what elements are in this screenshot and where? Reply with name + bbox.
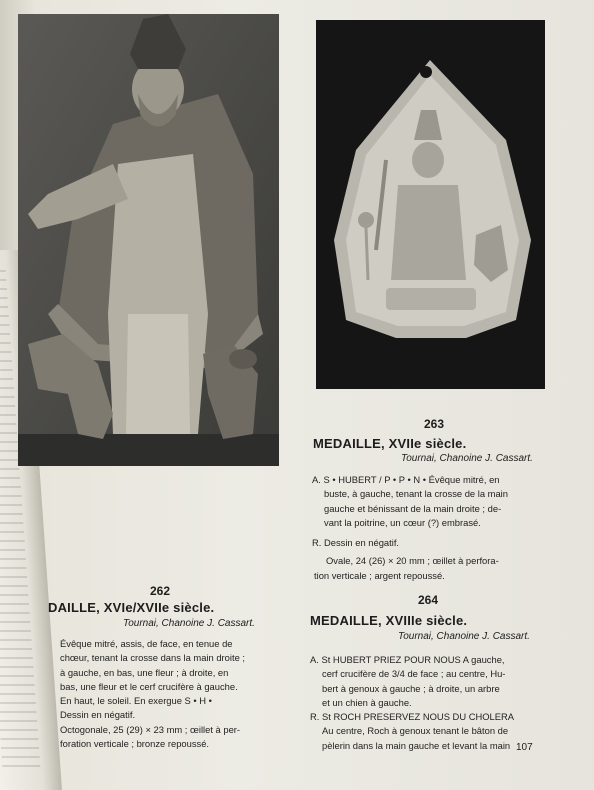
item-263-location: Tournai, Chanoine J. Cassart. (401, 453, 533, 464)
item-262-line: bas, une fleur et le cerf crucifère à gauche. (60, 680, 238, 692)
item-262-title: DAILLE, XVIe/XVIIe siècle. (48, 600, 215, 615)
item-263-description (312, 473, 547, 583)
item-263-line: vant la poitrine, un cœur (?) embrasé. (324, 516, 481, 528)
item-264-line: cerf crucifère de 3/4 de face ; au centre, Hu- (322, 668, 506, 680)
item-262-line: chœur, tenant la crosse dans la main droite ; (60, 652, 245, 664)
item-263-title: MEDAILLE, XVIIe siècle. (313, 436, 467, 451)
item-263-line: R. Dessin en négatif. (312, 537, 400, 549)
item-262-line: foration verticale ; bronze repoussé. (60, 738, 210, 750)
item-263-line: buste, à gauche, tenant la crosse de la main (324, 488, 508, 500)
item-263-line: Ovale, 24 (26) × 20 mm ; œillet à perfora- (326, 555, 499, 567)
item-264-line: pèlerin dans la main gauche et levant la main (322, 739, 511, 751)
item-263-line: A. S • HUBERT / P • P • N • Évêque mitré, en (312, 474, 500, 485)
item-264-title: MEDAILLE, XVIIIe siècle. (310, 613, 468, 628)
medal-photo (316, 20, 545, 389)
item-262-location: Tournai, Chanoine J. Cassart. (123, 618, 255, 629)
item-262-line: En haut, le soleil. En exergue S • H • (60, 695, 212, 707)
item-264-line: bert à genoux à gauche ; à droite, un arbre (322, 682, 500, 694)
item-264-line: R. St ROCH PRESERVEZ NOUS DU CHOLERA (310, 711, 515, 723)
item-262-line: Octogonale, 25 (29) × 23 mm ; œillet à per- (60, 723, 241, 735)
item-263-number: 263 (423, 417, 445, 431)
item-262-line: à gauche, en bas, une fleur ; à droite, en (60, 666, 229, 678)
item-264-line: A. St HUBERT PRIEZ POUR NOUS A gauche, (310, 654, 505, 665)
item-262-description (60, 637, 290, 751)
item-264-line: Au centre, Roch à genoux tenant le bâton de (322, 725, 509, 737)
statue-photo (18, 14, 279, 466)
page-number: 107 (516, 742, 533, 753)
item-264-line: et un chien à gauche. (322, 696, 412, 708)
item-262-line: Dessin en négatif. (60, 709, 136, 721)
item-262-line: Évêque mitré, assis, de face, en tenue de (60, 638, 233, 649)
item-262-number: 262 (149, 584, 171, 598)
item-264-location: Tournai, Chanoine J. Cassart. (398, 631, 530, 642)
item-263-line: gauche et bénissant de la main droite ; de- (324, 502, 502, 514)
item-264-number: 264 (417, 593, 439, 607)
item-264-description (310, 653, 548, 753)
item-263-line: tion verticale ; argent repoussé. (314, 569, 445, 581)
